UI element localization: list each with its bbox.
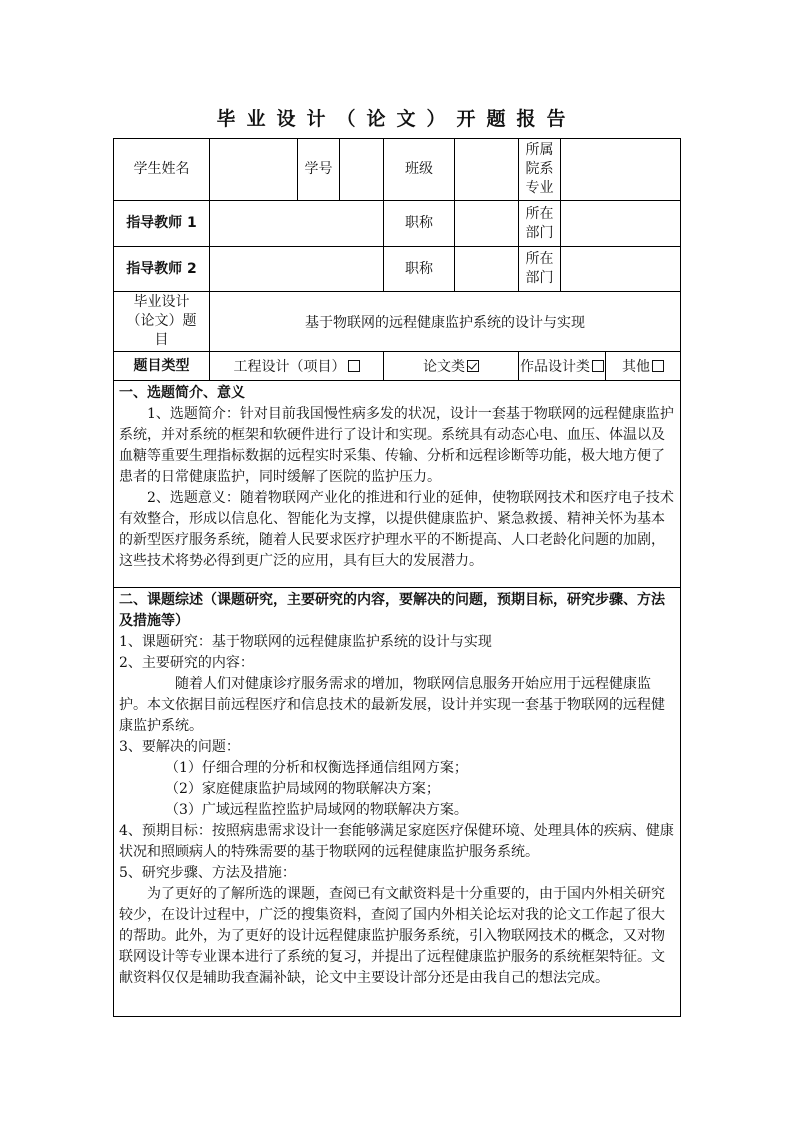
type-option-other[interactable] [606,352,681,381]
advisor2-title-field[interactable] [455,247,519,292]
problem-item: （1）仔细合理的分析和权衡选择通信组网方案； [165,760,468,776]
advisor1-dept-label: 所在部门 [519,201,561,247]
college-field[interactable] [561,139,681,201]
section2-heading: 二、课题综述（课题研究，主要研究的内容，要解决的问题，预期目标，研究步骤、方法及措施等） [119,592,665,629]
student-id-field[interactable] [340,139,384,201]
type-option-work-label: 作品设计类 [520,359,590,375]
section-review [114,588,681,1017]
college-label: 所属院系专业 [519,139,561,201]
checkbox-icon [592,360,604,372]
checkbox-checked-icon [467,360,479,372]
student-name-field[interactable] [210,139,298,201]
advisor2-label: 指导教师 2 [114,247,210,292]
problem-item: （2）家庭健康监护局域网的物联解决方案； [165,781,440,797]
advisor2-field[interactable] [210,247,384,292]
section2-item2-body: 随着人们对健康诊疗服务需求的增加，物联网信息服务开始应用于远程健康监护。本文依据目前远程医疗和信息技术的最新发展，设计并实现一套基于物联网的远程健康监护系统。 [119,676,665,734]
advisor1-title-label: 职称 [384,201,455,247]
type-option-other-label: 其他 [622,359,650,375]
section1-paragraph: 1、选题简介：针对目前我国慢性病多发的状况，设计一套基于物联网的远程健康监护系统，并对系统的框架和软硬件进行了设计和实现。系统具有动态心电、血压、体温以及血糖等重要生理指标数据的远程实时采集、传输、分析和远程诊断等功能，极大地方便了患者的日常健康监护，同时缓解了医院的监护压力。 [119,406,674,485]
type-option-engineering[interactable] [210,352,384,381]
report-form [113,138,681,1017]
type-option-engineering-label: 工程设计（项目） [233,359,346,375]
advisor2-dept-field[interactable] [561,247,681,292]
section1-paragraph: 2、选题意义：随着物联网产业化的推进和行业的延伸，使物联网技术和医疗电子技术有效整合，形成以信息化、智能化为支撑，以提供健康监护、紧急救援、精神关怀为基本的新型医疗服务系统，随着人民要求医疗护理水平的不断提高、人口老龄化问题的加剧，这些技术将势必得到更广泛的应用，具有巨大的发展潜力。 [119,490,674,569]
checkbox-icon [348,360,360,372]
advisor1-title-field[interactable] [455,201,519,247]
student-id-label: 学号 [298,139,340,201]
advisor1-field[interactable] [210,201,384,247]
type-option-thesis[interactable] [384,352,519,381]
type-label: 题目类型 [114,352,210,381]
topic-label: 毕业设计（论文）题目 [114,292,210,352]
section2-item5-title: 5、研究步骤、方法及措施： [119,865,296,881]
advisor2-dept-label: 所在部门 [519,247,561,292]
problem-item: （3）广域远程监控监护局域网的物联解决方案。 [165,802,468,818]
page-title: 毕业设计（论文）开题报告 [216,108,577,130]
student-name-label: 学生姓名 [114,139,210,201]
section2-item1: 1、课题研究：基于物联网的远程健康监护系统的设计与实现 [119,634,492,650]
section2-item3-title: 3、要解决的问题： [119,739,240,755]
checkbox-icon [652,360,664,372]
class-field[interactable] [455,139,519,201]
section1-heading: 一、选题简介、意义 [119,385,245,401]
advisor1-dept-field[interactable] [561,201,681,247]
topic-value: 基于物联网的远程健康监护系统的设计与实现 [210,292,681,352]
advisor1-label: 指导教师 1 [114,201,210,247]
type-option-work[interactable] [519,352,606,381]
advisor2-title-label: 职称 [384,247,455,292]
section2-item4: 4、预期目标：按照病患需求设计一套能够满足家庭医疗保健环境、处理具体的疾病、健康状况和照顾病人的特殊需要的基于物联网的远程健康监护服务系统。 [119,823,674,860]
section-intro [114,381,681,588]
section2-item2-title: 2、主要研究的内容： [119,655,254,671]
class-label: 班级 [384,139,455,201]
section2-item5-body: 为了更好的了解所选的课题，查阅已有文献资料是十分重要的，由于国内外相关研究较少，在设计过程中，广泛的搜集资料，查阅了国内外相关论坛对我的论文工作起了很大的帮助。此外，为了更好的设计远程健康监护服务系统，引入物联网技术的概念，又对物联网设计等专业课本进行了系统的复习，并提出了远程健康监护服务的系统框架特征。文献资料仅仅是辅助我查漏补缺，论文中主要设计部分还是由我自己的想法完成。 [119,886,665,986]
type-option-thesis-label: 论文类 [423,359,465,375]
